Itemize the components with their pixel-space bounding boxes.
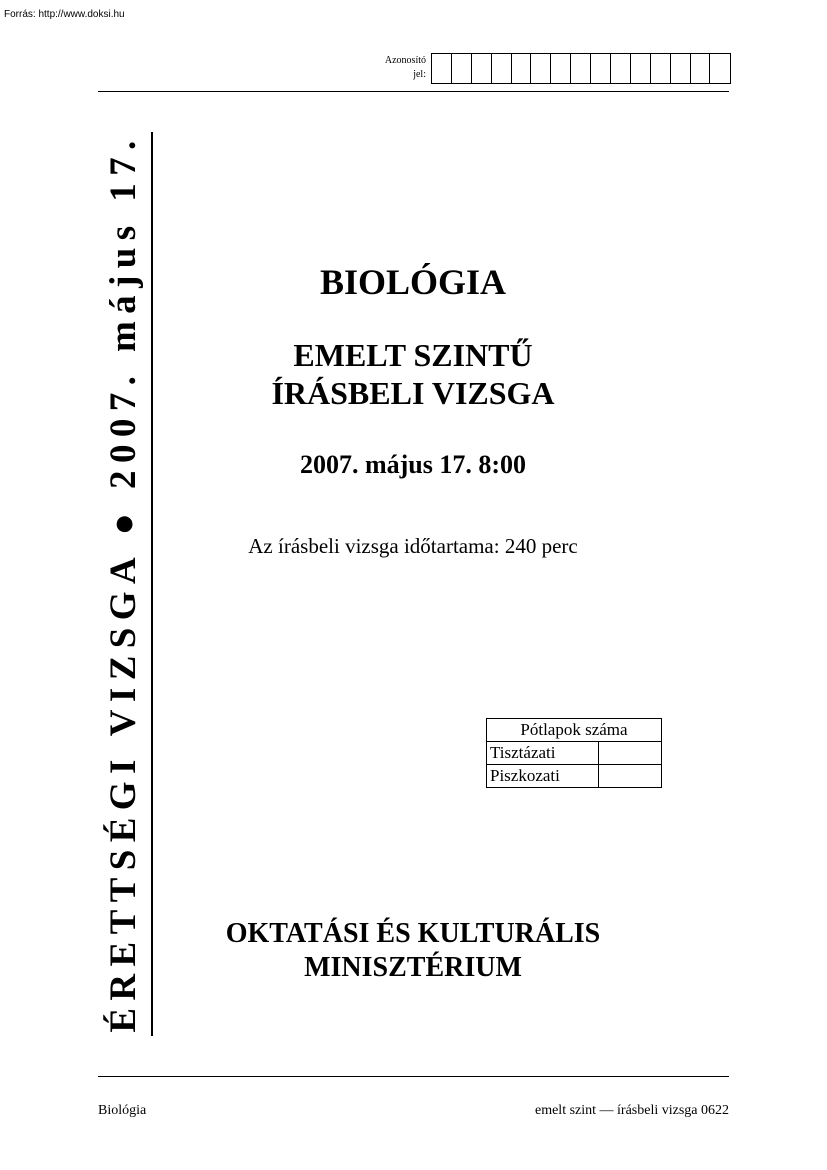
id-label-line2: jel:	[413, 69, 426, 80]
ministry-line2: MINISZTÉRIUM	[304, 952, 522, 983]
table-row	[487, 742, 662, 765]
id-cell[interactable]	[432, 54, 452, 83]
id-input-grid[interactable]	[431, 53, 731, 84]
footer-exam-code: emelt szint — írásbeli vizsga 0622	[534, 1103, 729, 1118]
exam-duration: Az írásbeli vizsga időtartama: 240 perc	[248, 534, 578, 558]
id-cell[interactable]	[512, 54, 532, 83]
ministry-line1: OKTATÁSI ÉS KULTURÁLIS	[225, 918, 601, 949]
id-cell[interactable]	[531, 54, 551, 83]
id-cell[interactable]	[691, 54, 711, 83]
id-cell[interactable]	[591, 54, 611, 83]
extra-sheets-table	[486, 718, 662, 788]
id-cell[interactable]	[611, 54, 631, 83]
id-label-line1: Azonosító	[384, 55, 426, 66]
id-cell[interactable]	[671, 54, 691, 83]
exam-level	[160, 336, 666, 412]
id-cell[interactable]	[710, 54, 730, 83]
row-label: Piszkozati	[487, 765, 599, 788]
id-cell[interactable]	[651, 54, 671, 83]
id-cell[interactable]	[452, 54, 472, 83]
footer-divider	[98, 1076, 729, 1077]
side-rule	[151, 132, 153, 1036]
footer-subject: Biológia	[98, 1103, 147, 1118]
row-label: Tisztázati	[487, 742, 599, 765]
exam-level-line1: EMELT SZINTŰ	[293, 337, 533, 373]
id-cell[interactable]	[631, 54, 651, 83]
header-divider	[98, 91, 729, 92]
table-row	[487, 765, 662, 788]
clean-copy-count-field[interactable]	[599, 742, 662, 765]
ministry-name	[160, 917, 666, 985]
id-cell[interactable]	[472, 54, 492, 83]
source-url: Forrás: http://www.doksi.hu	[4, 9, 125, 20]
id-cell[interactable]	[551, 54, 571, 83]
side-banner-text: ÉRETTSÉGI VIZSGA ● 2007. május 17.	[103, 133, 144, 1033]
exam-level-line2: ÍRÁSBELI VIZSGA	[271, 375, 555, 411]
id-label	[360, 54, 426, 82]
id-cell[interactable]	[492, 54, 512, 83]
draft-count-field[interactable]	[599, 765, 662, 788]
id-cell[interactable]	[571, 54, 591, 83]
extra-sheets-header: Pótlapok száma	[487, 719, 662, 742]
exam-date: 2007. május 17. 8:00	[299, 450, 527, 479]
subject-title: BIOLÓGIA	[319, 262, 507, 302]
